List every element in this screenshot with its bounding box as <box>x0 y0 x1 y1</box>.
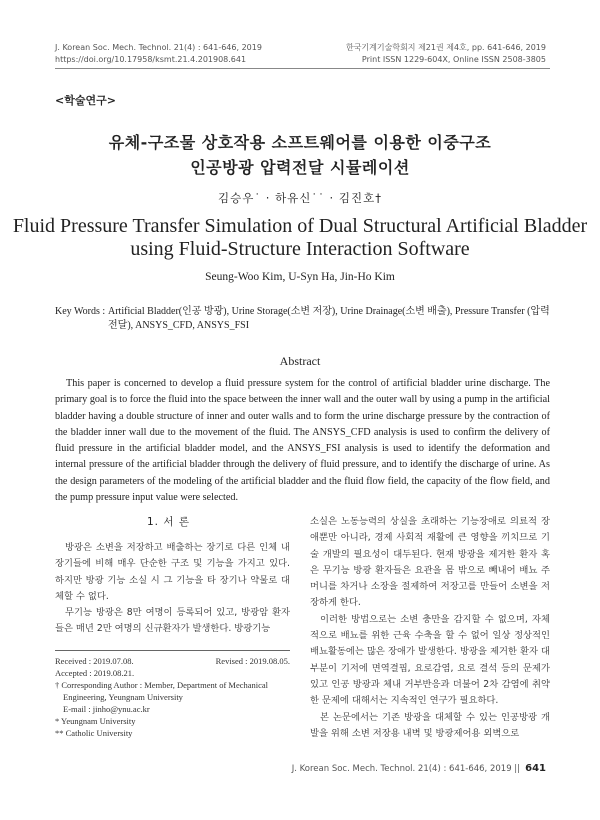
keywords-text: Artificial Bladder(인공 방광), Urine Storage(소변 저장), Urine Drainage(소변 배출), Pressure Transfer (압력 전달), ANSYS_CFD, ANSYS_FSI <box>108 306 550 331</box>
received-date: Received : 2019.07.08. <box>55 656 134 666</box>
affiliation-1: * Yeungnam University <box>55 716 136 726</box>
page-footer <box>292 756 546 775</box>
accepted-date: Accepted : 2019.08.21. <box>55 668 135 678</box>
affiliation-2: ** Catholic University <box>55 728 133 738</box>
paragraph: 소실은 노동능력의 상실을 초래하는 기능장애로 의료적 장애뿐만 아니라, 경제 사회적 재활에 큰 영향을 끼치므로 기술 개발의 필요성이 대두된다. 현재 방광을 제거한 환자 혹은 무기능 방광 환자들은 요관을 몸 밖으로 빼내어 배뇨 주머니를 차거나 소장을 절제하여 저장고를 만들어 소변을 저장하게 한다. <box>310 516 550 609</box>
footer-citation: J. Korean Soc. Mech. Technol. 21(4) : 641-646, 2019 || <box>291 764 521 774</box>
footnote-rule <box>55 650 290 651</box>
keywords <box>55 305 550 335</box>
author-email[interactable]: E-mail : jinho@ynu.ac.kr <box>63 704 150 714</box>
authors-en: Seung-Woo Kim, U-Syn Ha, Jin-Ho Kim <box>205 271 395 283</box>
page-number: 641 <box>525 763 546 774</box>
journal-citation-kr: 한국기계기술학회지 제21권 제4호, pp. 641-646, 2019 <box>345 43 546 52</box>
title-en-line1: Fluid Pressure Transfer Simulation of Dual Structural Artificial Bladder <box>12 215 588 237</box>
title-kr-line2: 인공방광 압력전달 시뮬레이션 <box>190 158 410 177</box>
issn: Print ISSN 1229-604X, Online ISSN 2508-3805 <box>361 55 546 64</box>
corresponding-author: † Corresponding Author : Member, Department of Mechanical Engineering, Yeungnam University <box>55 680 269 702</box>
header-rule <box>55 68 550 69</box>
abstract-heading: Abstract <box>279 354 321 368</box>
keywords-label: Key Words : <box>55 306 106 317</box>
doi-link[interactable]: https://doi.org/10.17958/ksmt.21.4.201908.641 <box>55 55 247 64</box>
footnotes <box>55 655 290 739</box>
journal-citation: J. Korean Soc. Mech. Technol. 21(4) : 641-646, 2019 <box>55 43 262 52</box>
article-category: <학술연구> <box>55 94 116 107</box>
authors-kr: 김승우˙ · 하유신˙˙ · 김진호† <box>218 191 382 205</box>
right-column-body <box>310 514 550 742</box>
paragraph: 무기능 방광은 8만 여명이 등록되어 있고, 방광암 환자들은 매년 2만 여명의 신규환자가 발생한다. 방광기능 <box>55 607 290 635</box>
paragraph: 방광은 소변을 저장하고 배출하는 장기로 다른 인체 내 장기들에 비해 매우 단순한 구조 및 기능을 가지고 있다. 하지만 방광 기능 소실 시 그 기능을 타 장기나 약물로 대체할 수 없다. <box>55 542 290 602</box>
title-kr-line1: 유체-구조물 상호작용 소프트웨어를 이용한 이중구조 <box>108 133 492 152</box>
revised-date: Revised : 2019.08.05. <box>215 656 290 666</box>
title-en-line2: using Fluid-Structure Interaction Software <box>130 238 470 260</box>
section-heading-introduction: 1. 서 론 <box>147 516 190 528</box>
paragraph: 이러한 방법으로는 소변 충만을 감지할 수 없으며, 자체적으로 배뇨를 위한 근육 수축을 할 수 없어 일상 정상적인 배뇨활동에는 많은 장애가 발생한다. 방광을 제거한 환자 대부분이 기저에 면역결핍, 요로감염, 요로 결석 등의 문제가 있고 인공 방광과 체내 거부반응과 더불어 2차 감염에 취약한 문제에 대해서는 지속적인 연구가 필요하다. <box>310 613 550 707</box>
paragraph: 본 논문에서는 기존 방광을 대체할 수 있는 인공방광 개발을 위해 소변 저장용 내벽 및 방광제어용 외벽으로 <box>310 711 550 739</box>
abstract-text: This paper is concerned to develop a fluid pressure system for the control of artificial bladder urine discharge. The primary goal is to force the fluid into the space between the inner wall and the outer wall by using a pump in the artificial bladder having a double structure of inner and outer walls and to form the urine discharge pressure by the contraction of the bladder inner wall due to the movement of the fluid. The ANSYS_CFD analysis is used to confirm the delivery of fluid pressure in the artificial bladder model, and the ANSYS_FSI analysis is used to identify the deformation and internal pressure of the artificial bladder through the delivery of fluid pressure, and to identify the discharge of urine. As the design parameters of the modeling of the artificial bladder and the fluid flow field, the capacity of the flow field, and the pump pressure input value were selected. <box>55 378 550 504</box>
left-column-body <box>55 540 290 638</box>
